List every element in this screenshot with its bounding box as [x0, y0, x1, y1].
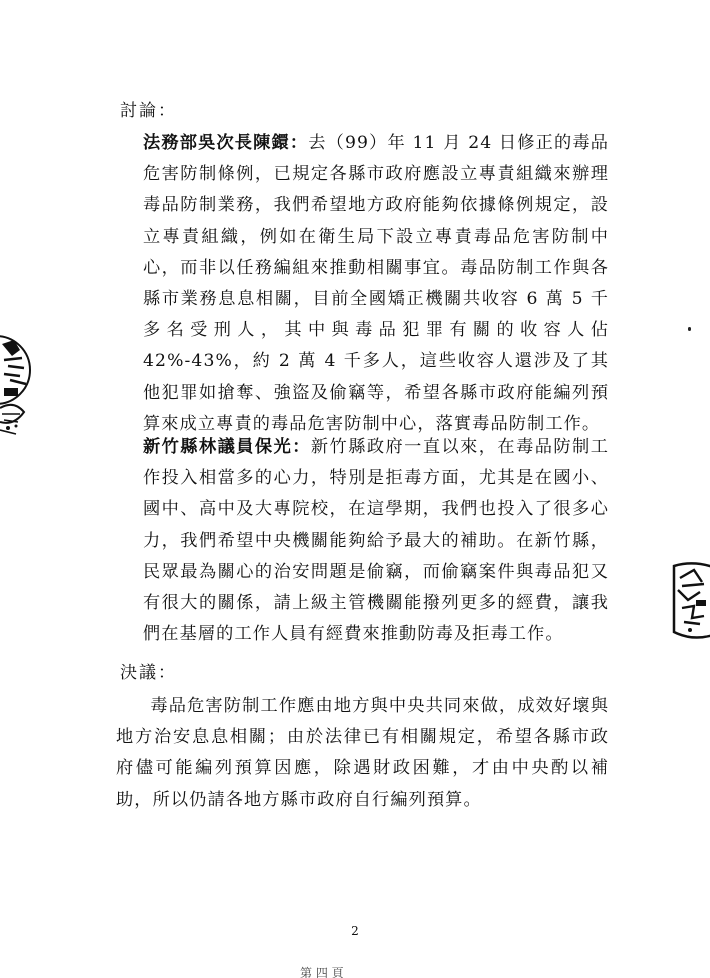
discussion-heading: 討論：	[120, 101, 177, 121]
seal-stamp-left	[0, 330, 34, 442]
speaker-name: 新竹縣林議員保光：	[143, 437, 311, 457]
statement-justice-ministry	[143, 128, 609, 440]
footer-cut-off-text: 第 四 頁	[300, 966, 344, 978]
seal-stamp-right	[664, 560, 710, 642]
seal-left-graphic	[0, 330, 34, 442]
statement-text: 去（99）年 11 月 24 日修正的毒品危害防制條例，已規定各縣市政府應設立專責組織來辦理毒品防制業務，我們希望地方政府能夠依據條例規定，設立專責組織，例如在衛生局下設立專責毒品危害防制中心，而非以任務編組來推動相關事宜。毒品防制工作與各縣市業務息息相關，目前全國矯正機關共收容 6 萬 5 千多名受刑人，其中與毒品犯罪有關的收容人佔 42%-43%，約 2 萬 4 千多人，這些收容人還涉及了其他犯罪如搶奪、強盜及偷竊等，希望各縣市政府能編列預算來成立專責的毒品危害防制中心，落實毒品防制工作。	[143, 133, 609, 434]
resolution-text: 毒品危害防制工作應由地方與中央共同來做，成效好壞與地方治安息息相關；由於法律已有相關規定，希望各縣市政府儘可能編列預算因應，除遇財政困難，才由中央酌以補助，所以仍請各地方縣市政府自行編列預算。	[116, 696, 609, 810]
speaker-name: 法務部吳次長陳鐶：	[143, 133, 309, 153]
scan-speck	[688, 327, 691, 331]
page-number: 2	[351, 924, 359, 938]
statement-hsinchu-councilor	[143, 432, 609, 650]
seal-right-graphic	[664, 560, 710, 642]
statement-text: 新竹縣政府一直以來，在毒品防制工作投入相當多的心力，特別是拒毒方面，尤其是在國小、國中、高中及大專院校，在這學期，我們也投入了很多心力，我們希望中央機關能夠給予最大的補助。在新竹縣，民眾最為關心的治安問題是偷竊，而偷竊案件與毒品犯又有很大的關係，請上級主管機關能撥列更多的經費，讓我們在基層的工作人員有經費來推動防毒及拒毒工作。	[143, 437, 609, 645]
resolution-heading: 決議：	[120, 663, 177, 683]
